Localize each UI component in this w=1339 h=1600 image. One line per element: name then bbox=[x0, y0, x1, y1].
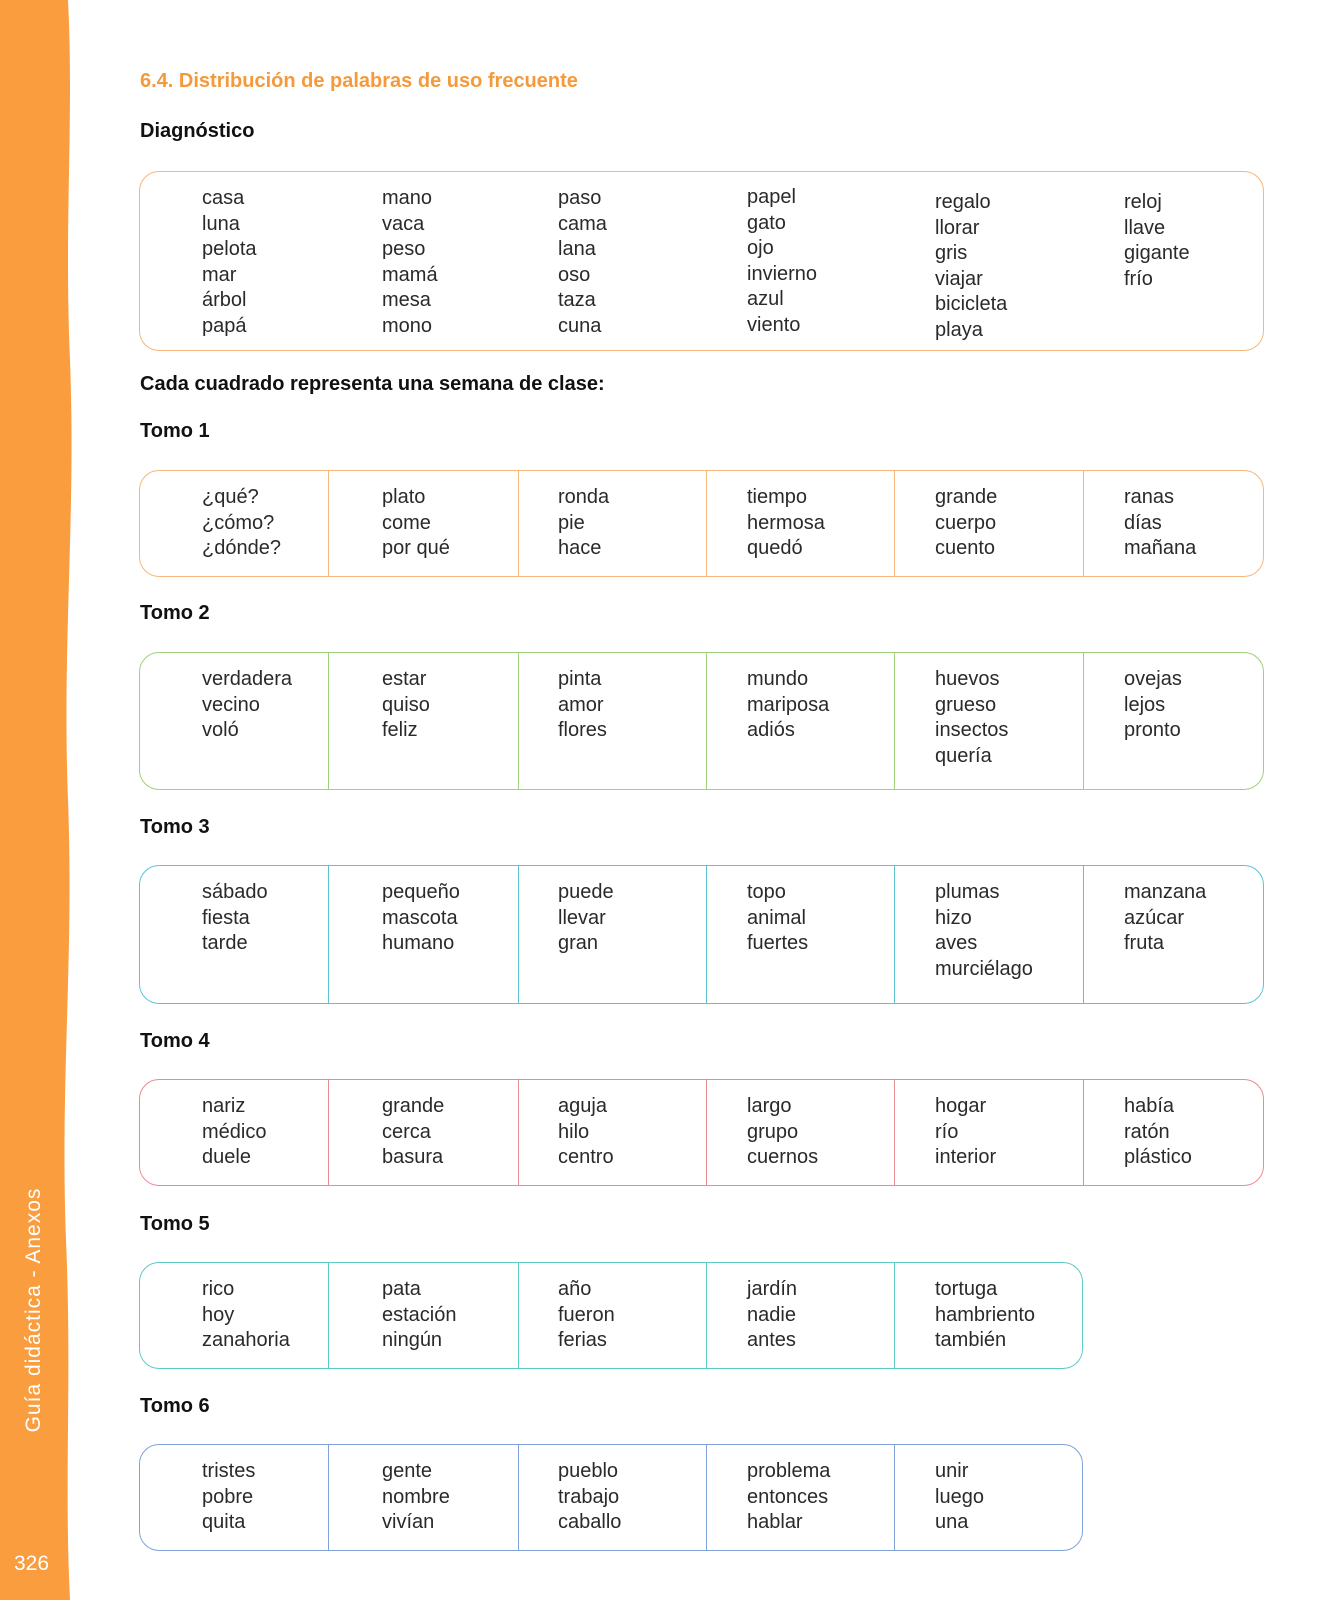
tomo-6-week-cell bbox=[706, 1445, 895, 1550]
section-title: 6.4. Distribución de palabras de uso frecuente bbox=[140, 70, 578, 92]
word: adiós bbox=[747, 719, 795, 741]
tomo-2-week-word-list bbox=[747, 667, 829, 744]
word: animal bbox=[747, 906, 806, 929]
tomo-6-week-cell bbox=[140, 1445, 329, 1550]
word: ovejas bbox=[1124, 668, 1182, 690]
word: papá bbox=[202, 314, 247, 337]
word: quiso bbox=[382, 693, 430, 716]
word: grueso bbox=[935, 693, 997, 716]
word: estación bbox=[382, 1303, 457, 1326]
word: cuernos bbox=[747, 1146, 819, 1168]
tomo-2-week-word-list bbox=[558, 667, 607, 744]
word: feliz bbox=[382, 719, 418, 741]
word: peso bbox=[382, 238, 426, 260]
tomo-5-week-word-list bbox=[558, 1277, 615, 1354]
tomo-1-week-cell bbox=[706, 471, 895, 576]
tomo-1-week-word-list bbox=[935, 485, 997, 562]
tomo-2-week-word-list bbox=[935, 667, 1008, 769]
word: largo bbox=[747, 1095, 792, 1117]
word: pie bbox=[558, 511, 585, 534]
word: mascota bbox=[382, 906, 458, 929]
tomo-3-week-cell bbox=[895, 866, 1084, 1003]
word: ojo bbox=[747, 237, 774, 259]
word: hoy bbox=[202, 1303, 235, 1326]
tomo-4-week-cell bbox=[1084, 1080, 1264, 1185]
word: basura bbox=[382, 1146, 444, 1168]
tomo-6-heading: Tomo 6 bbox=[140, 1395, 210, 1417]
word: tristes bbox=[202, 1460, 256, 1482]
tomo-3-week-cell bbox=[140, 866, 329, 1003]
word: tarde bbox=[202, 932, 248, 954]
tomo-3-week-cell bbox=[706, 866, 895, 1003]
word: lana bbox=[558, 238, 596, 260]
word: pequeño bbox=[382, 881, 460, 903]
word: río bbox=[935, 1120, 959, 1143]
tomo-2-week-cell bbox=[706, 653, 895, 789]
word: hablar bbox=[747, 1511, 803, 1533]
diagnostico-word-list bbox=[747, 185, 817, 338]
word: frío bbox=[1124, 267, 1153, 290]
word: cuna bbox=[558, 314, 602, 337]
word: antes bbox=[747, 1329, 796, 1351]
tomo-3-week-cell bbox=[518, 866, 707, 1003]
word: hizo bbox=[935, 906, 972, 929]
word: quita bbox=[202, 1511, 246, 1533]
word: hilo bbox=[558, 1120, 590, 1143]
word: médico bbox=[202, 1120, 267, 1143]
word: gris bbox=[935, 242, 968, 264]
tomo-4-week-word-list bbox=[935, 1094, 996, 1171]
word: también bbox=[935, 1329, 1007, 1351]
word: centro bbox=[558, 1146, 614, 1168]
word: manzana bbox=[1124, 881, 1207, 903]
tomo-2-week-word-list bbox=[1124, 667, 1182, 744]
word: caballo bbox=[558, 1511, 622, 1533]
word: vivían bbox=[382, 1511, 435, 1533]
tomo-3-week-cell bbox=[330, 866, 519, 1003]
word: plato bbox=[382, 486, 426, 508]
word: grande bbox=[935, 486, 998, 508]
word: árbol bbox=[202, 289, 247, 311]
word: fuertes bbox=[747, 932, 809, 954]
tomo-3-box bbox=[139, 865, 1264, 1004]
sidebar-label: Guía didáctica - Anexos bbox=[22, 1187, 45, 1433]
word: pata bbox=[382, 1278, 421, 1300]
tomo-5-week-cell bbox=[518, 1263, 707, 1368]
tomo-4-heading: Tomo 4 bbox=[140, 1030, 210, 1052]
word: pobre bbox=[202, 1485, 254, 1508]
tomo-5-week-word-list bbox=[382, 1277, 457, 1354]
diagnostico-word-list bbox=[935, 190, 1007, 343]
word: cerca bbox=[382, 1120, 431, 1143]
word: aguja bbox=[558, 1095, 607, 1117]
word: nariz bbox=[202, 1095, 246, 1117]
tomo-4-week-word-list bbox=[558, 1094, 614, 1171]
tomo-1-week-cell bbox=[1084, 471, 1264, 576]
word: días bbox=[1124, 511, 1162, 534]
word: año bbox=[558, 1278, 592, 1300]
word: nadie bbox=[747, 1303, 796, 1326]
tomo-6-week-word-list bbox=[202, 1459, 255, 1536]
diagnostico-heading: Diagnóstico bbox=[140, 120, 255, 142]
word: jardín bbox=[747, 1278, 798, 1300]
tomo-4-week-word-list bbox=[747, 1094, 818, 1171]
word: pinta bbox=[558, 668, 602, 690]
word: reloj bbox=[1124, 191, 1162, 213]
tomo-4-week-cell bbox=[895, 1080, 1084, 1185]
word: mono bbox=[382, 314, 433, 337]
diagnostico-box bbox=[139, 171, 1264, 351]
tomo-3-week-word-list bbox=[935, 880, 1033, 982]
tomo-5-heading: Tomo 5 bbox=[140, 1213, 210, 1235]
tomo-3-week-word-list bbox=[747, 880, 808, 957]
word: bicicleta bbox=[935, 293, 1008, 315]
intro-text: Cada cuadrado representa una semana de clase: bbox=[140, 373, 605, 395]
word: luego bbox=[935, 1485, 984, 1508]
word: casa bbox=[202, 187, 245, 209]
word: llorar bbox=[935, 216, 980, 239]
word: ferias bbox=[558, 1329, 607, 1351]
word: cuerpo bbox=[935, 511, 997, 534]
word: ¿dónde? bbox=[202, 537, 281, 559]
diagnostico-word-list bbox=[202, 186, 257, 339]
word: tiempo bbox=[747, 486, 808, 508]
tomo-1-week-word-list bbox=[382, 485, 450, 562]
word: llave bbox=[1124, 216, 1166, 239]
tomo-1-heading: Tomo 1 bbox=[140, 420, 210, 442]
diagnostico-word-list bbox=[1124, 190, 1190, 292]
tomo-5-week-cell bbox=[895, 1263, 1083, 1368]
tomo-1-week-cell bbox=[518, 471, 707, 576]
word: había bbox=[1124, 1095, 1175, 1117]
tomo-1-week-word-list bbox=[1124, 485, 1196, 562]
word: paso bbox=[558, 187, 602, 209]
tomo-2-week-word-list bbox=[202, 667, 292, 744]
word: rico bbox=[202, 1278, 235, 1300]
word: una bbox=[935, 1511, 969, 1533]
word: ningún bbox=[382, 1329, 443, 1351]
word: quería bbox=[935, 744, 992, 767]
word: hambriento bbox=[935, 1303, 1036, 1326]
tomo-1-week-cell bbox=[895, 471, 1084, 576]
word: problema bbox=[747, 1460, 831, 1482]
word: mañana bbox=[1124, 537, 1197, 559]
tomo-2-week-cell bbox=[330, 653, 519, 789]
word: viento bbox=[747, 313, 801, 336]
word: unir bbox=[935, 1460, 969, 1482]
tomo-6-box bbox=[139, 1444, 1083, 1551]
tomo-5-week-word-list bbox=[935, 1277, 1035, 1354]
word: huevos bbox=[935, 668, 1000, 690]
word: verdadera bbox=[202, 668, 293, 690]
word: invierno bbox=[747, 262, 818, 285]
word: pronto bbox=[1124, 719, 1181, 741]
tomo-6-week-word-list bbox=[747, 1459, 830, 1536]
word: mundo bbox=[747, 668, 809, 690]
word: papel bbox=[747, 186, 796, 208]
tomo-5-week-word-list bbox=[747, 1277, 797, 1354]
word: vaca bbox=[382, 212, 425, 235]
tomo-3-heading: Tomo 3 bbox=[140, 816, 210, 838]
tomo-6-week-word-list bbox=[935, 1459, 984, 1536]
word: luna bbox=[202, 212, 240, 235]
tomo-3-week-word-list bbox=[1124, 880, 1206, 957]
word: hogar bbox=[935, 1095, 987, 1117]
word: cama bbox=[558, 212, 607, 235]
word: zanahoria bbox=[202, 1329, 290, 1351]
tomo-2-week-cell bbox=[140, 653, 329, 789]
word: mano bbox=[382, 187, 433, 209]
tomo-3-week-cell bbox=[1084, 866, 1264, 1003]
word: pelota bbox=[202, 238, 257, 260]
diagnostico-cell bbox=[330, 172, 519, 350]
word: nombre bbox=[382, 1485, 450, 1508]
word: regalo bbox=[935, 191, 991, 213]
word: aves bbox=[935, 932, 978, 954]
tomo-1-week-word-list bbox=[747, 485, 825, 562]
tomo-4-week-cell bbox=[330, 1080, 519, 1185]
tomo-4-box bbox=[139, 1079, 1264, 1186]
diagnostico-cell bbox=[706, 172, 895, 350]
word: humano bbox=[382, 932, 455, 954]
word: mar bbox=[202, 263, 237, 286]
tomo-4-week-cell bbox=[140, 1080, 329, 1185]
word: fiesta bbox=[202, 906, 250, 929]
word: murciélago bbox=[935, 957, 1033, 980]
tomo-2-week-cell bbox=[895, 653, 1084, 789]
word: amor bbox=[558, 693, 604, 716]
tomo-6-week-word-list bbox=[558, 1459, 621, 1536]
tomo-2-box bbox=[139, 652, 1264, 790]
word: azúcar bbox=[1124, 906, 1185, 929]
tomo-6-week-cell bbox=[330, 1445, 519, 1550]
tomo-1-box bbox=[139, 470, 1264, 577]
word: ronda bbox=[558, 486, 610, 508]
word: cuento bbox=[935, 537, 996, 559]
tomo-1-week-cell bbox=[330, 471, 519, 576]
word: fueron bbox=[558, 1303, 615, 1326]
word: topo bbox=[747, 881, 786, 903]
word: estar bbox=[382, 668, 427, 690]
word: azul bbox=[747, 288, 784, 310]
word: insectos bbox=[935, 719, 1009, 741]
diagnostico-word-list bbox=[382, 186, 438, 339]
tomo-5-box bbox=[139, 1262, 1083, 1369]
tomo-6-week-word-list bbox=[382, 1459, 450, 1536]
word: trabajo bbox=[558, 1485, 620, 1508]
tomo-2-heading: Tomo 2 bbox=[140, 602, 210, 624]
word: lejos bbox=[1124, 693, 1166, 716]
word: come bbox=[382, 511, 431, 534]
word: gran bbox=[558, 932, 599, 954]
word: vecino bbox=[202, 693, 260, 716]
tomo-5-week-cell bbox=[330, 1263, 519, 1368]
tomo-3-week-word-list bbox=[558, 880, 614, 957]
diagnostico-cell bbox=[1084, 172, 1264, 350]
word: playa bbox=[935, 318, 983, 341]
tomo-4-week-word-list bbox=[202, 1094, 266, 1171]
word: viajar bbox=[935, 267, 983, 290]
word: ranas bbox=[1124, 486, 1175, 508]
word: grande bbox=[382, 1095, 445, 1117]
word: gente bbox=[382, 1460, 433, 1482]
tomo-1-week-word-list bbox=[558, 485, 609, 562]
diagnostico-cell bbox=[895, 172, 1084, 350]
word: mariposa bbox=[747, 693, 830, 716]
tomo-4-week-cell bbox=[518, 1080, 707, 1185]
word: voló bbox=[202, 719, 239, 741]
word: interior bbox=[935, 1146, 997, 1168]
tomo-2-week-cell bbox=[518, 653, 707, 789]
diagnostico-cell bbox=[518, 172, 707, 350]
tomo-1-week-word-list bbox=[202, 485, 281, 562]
word: plástico bbox=[1124, 1146, 1192, 1168]
word: flores bbox=[558, 719, 607, 741]
word: gato bbox=[747, 211, 786, 234]
tomo-3-week-word-list bbox=[382, 880, 460, 957]
word: plumas bbox=[935, 881, 1000, 903]
tomo-4-week-word-list bbox=[382, 1094, 444, 1171]
diagnostico-word-list bbox=[558, 186, 607, 339]
word: fruta bbox=[1124, 932, 1165, 954]
tomo-2-week-cell bbox=[1084, 653, 1264, 789]
word: taza bbox=[558, 289, 596, 311]
tomo-3-week-word-list bbox=[202, 880, 268, 957]
word: quedó bbox=[747, 537, 803, 559]
tomo-6-week-cell bbox=[518, 1445, 707, 1550]
word: ratón bbox=[1124, 1120, 1170, 1143]
tomo-4-week-word-list bbox=[1124, 1094, 1192, 1171]
word: sábado bbox=[202, 881, 268, 903]
word: grupo bbox=[747, 1120, 799, 1143]
word: tortuga bbox=[935, 1278, 998, 1300]
word: ¿qué? bbox=[202, 486, 259, 508]
word: mesa bbox=[382, 289, 431, 311]
word: por qué bbox=[382, 537, 450, 559]
tomo-5-week-cell bbox=[706, 1263, 895, 1368]
word: llevar bbox=[558, 906, 606, 929]
tomo-5-week-cell bbox=[140, 1263, 329, 1368]
diagnostico-cell bbox=[140, 172, 329, 350]
tomo-1-week-cell bbox=[140, 471, 329, 576]
word: entonces bbox=[747, 1485, 829, 1508]
word: gigante bbox=[1124, 242, 1190, 264]
tomo-5-week-word-list bbox=[202, 1277, 290, 1354]
word: hace bbox=[558, 537, 602, 559]
tomo-2-week-word-list bbox=[382, 667, 430, 744]
page-number: 326 bbox=[14, 1552, 50, 1575]
word: puede bbox=[558, 881, 614, 903]
word: hermosa bbox=[747, 511, 825, 534]
word: duele bbox=[202, 1146, 251, 1168]
word: mamá bbox=[382, 263, 438, 286]
word: pueblo bbox=[558, 1460, 619, 1482]
word: oso bbox=[558, 263, 591, 286]
tomo-4-week-cell bbox=[706, 1080, 895, 1185]
tomo-6-week-cell bbox=[895, 1445, 1083, 1550]
word: ¿cómo? bbox=[202, 511, 275, 534]
